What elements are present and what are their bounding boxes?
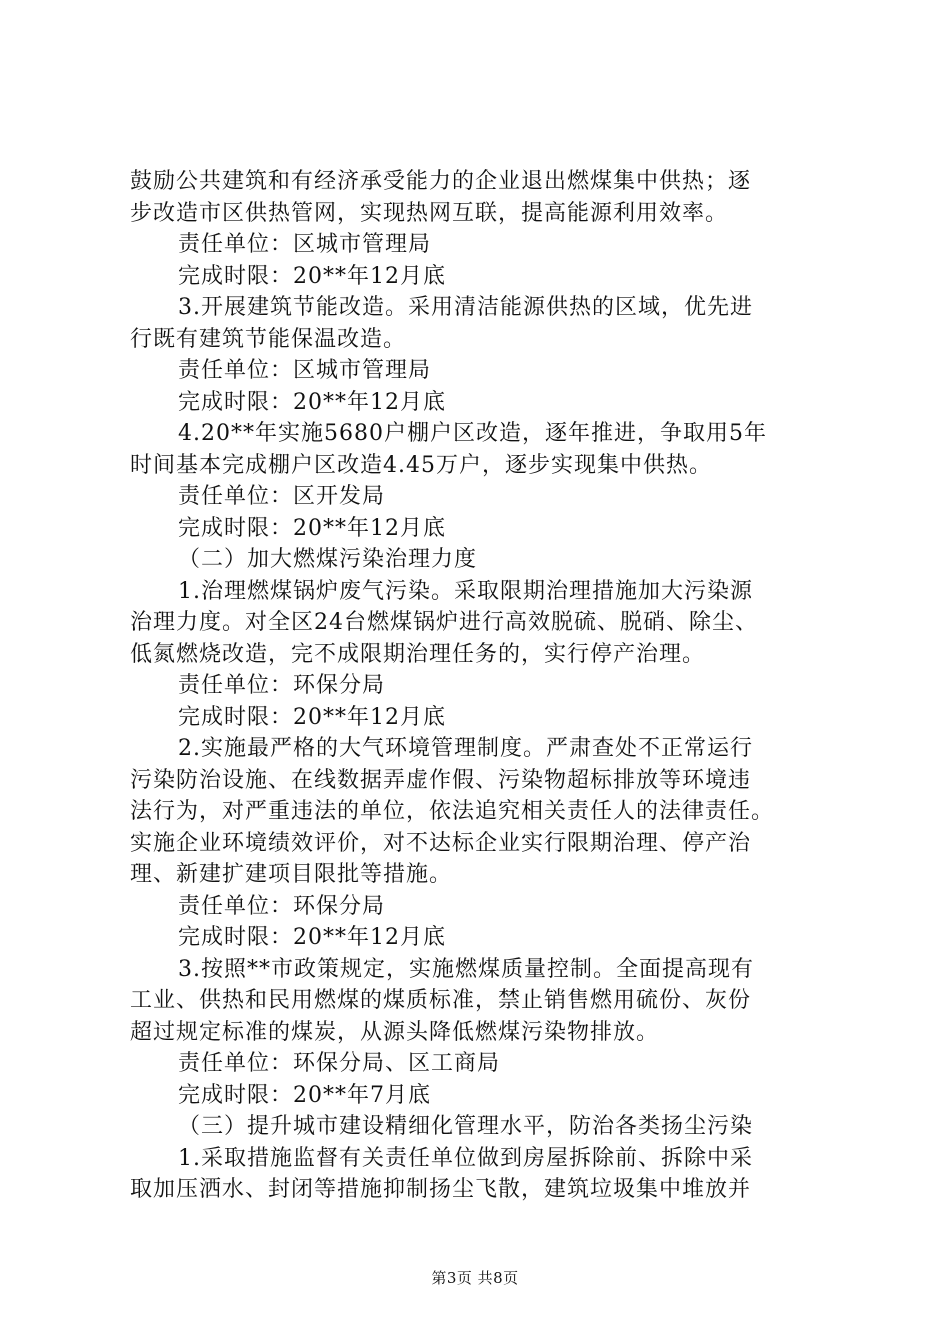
text-line: 1.采取措施监督有关责任单位做到房屋拆除前、拆除中采 [178,1145,753,1171]
text-line: 治理力度。对全区24台燃煤锅炉进行高效脱硫、脱硝、除尘、 [130,610,758,635]
text-line: 时间基本完成棚户区改造4.45万户，逐步实现集中供热。 [130,452,712,478]
text-line: 行既有建筑节能保温改造。 [130,326,407,352]
text-line: （二）加大燃煤污染治理力度 [178,547,478,572]
text-line: 完成时限：20**年12月底 [178,515,446,541]
text-line: 步改造市区供热管网，实现热网互联，提高能源利用效率。 [130,200,729,226]
text-line: 取加压洒水、封闭等措施抑制扬尘飞散，建筑垃圾集中堆放并 [130,1177,752,1202]
text-line: 完成时限：20**年12月底 [178,704,446,730]
text-line: 2.实施最严格的大气环境管理制度。严肃查处不正常运行 [178,736,753,761]
text-line: 责任单位：环保分局、区工商局 [178,1051,501,1076]
text-line: 4.20**年实施5680户棚户区改造，逐年推进，争取用5年 [178,421,767,446]
text-line: 完成时限：20**年7月底 [178,1082,431,1108]
text-line: 完成时限：20**年12月底 [178,389,446,415]
text-line: 鼓励公共建筑和有经济承受能力的企业退出燃煤集中供热；逐 [130,169,752,194]
text-line: （三）提升城市建设精细化管理水平，防治各类扬尘污染 [178,1114,754,1139]
text-line: 理、新建扩建项目限批等措施。 [130,862,453,887]
text-line: 责任单位：区城市管理局 [178,358,432,383]
text-line: 法行为，对严重违法的单位，依法追究相关责任人的法律责任。 [130,799,775,824]
text-line: 低氮燃烧改造，完不成限期治理任务的，实行停产治理。 [130,641,706,667]
text-line: 完成时限：20**年12月底 [178,925,446,950]
text-line: 3.开展建筑节能改造。采用清洁能源供热的区域，优先进 [178,295,753,320]
text-line: 责任单位：区城市管理局 [178,232,432,257]
text-line: 污染防治设施、在线数据弄虚作假、污染物超标排放等环境违 [130,767,752,793]
text-line: 3.按照**市政策规定，实施燃煤质量控制。全面提高现有 [178,956,754,982]
text-line: 完成时限：20**年12月底 [178,263,446,289]
text-line: 责任单位：环保分局 [178,893,386,919]
document-body [130,166,830,1206]
text-line: 责任单位：区开发局 [178,484,386,509]
text-line: 超过规定标准的煤炭，从源头降低燃煤污染物排放。 [130,1019,660,1045]
text-line: 1.治理燃煤锅炉废气污染。采取限期治理措施加大污染源 [178,578,753,604]
text-line: 责任单位：环保分局 [178,673,386,698]
page-footer: 第3页 共8页 [431,1269,519,1287]
text-line: 实施企业环境绩效评价，对不达标企业实行限期治理、停产治 [130,830,752,856]
text-line: 工业、供热和民用燃煤的煤质标准，禁止销售燃用硫份、灰份 [130,988,752,1013]
